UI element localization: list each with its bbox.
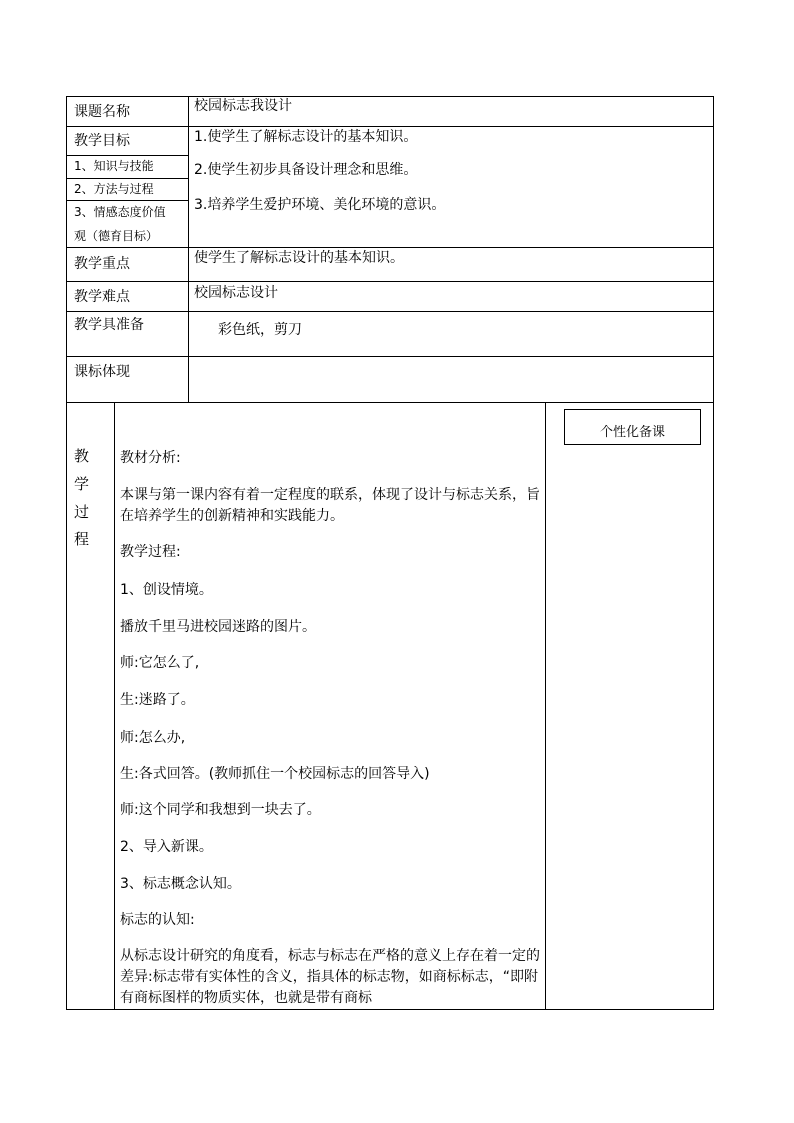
dialog-line: 师:怎么办, [120, 730, 186, 746]
table-border-bottom [66, 1009, 714, 1010]
process-line: 播放千里马进校园迷路的图片。 [120, 619, 316, 635]
process-step: 3、标志概念认知。 [120, 876, 241, 892]
preparation: 彩色纸，剪刀 [218, 322, 302, 338]
concept-text: 从标志设计研究的角度看，标志与标志在严格的意义上存在着一定的差异:标志带有实体性的含义，指具体的标志物，如商标标志，“即附有商标图样的物质实体，也就是带有商标 [120, 948, 540, 1006]
teaching-process-title: 教学过程: [120, 544, 181, 560]
process-step: 1、创设情境。 [120, 582, 213, 598]
process-label-char: 教 [74, 447, 90, 465]
course-title-label: 课题名称 [74, 104, 130, 120]
label-column-divider [188, 96, 189, 403]
material-analysis-title: 教材分析: [120, 450, 181, 466]
row-divider [66, 311, 714, 312]
sub-row-divider [66, 155, 188, 156]
row-divider [66, 356, 714, 357]
objective-sub-method: 2、方法与过程 [74, 182, 154, 196]
process-notes-divider [545, 402, 546, 1010]
preparation-label: 教学具准备 [74, 317, 144, 333]
personal-prep-box [564, 409, 701, 445]
objective-sub-emotion-line1: 3、情感态度价值 [74, 205, 166, 219]
sub-row-divider [66, 178, 188, 179]
table-border-top [66, 96, 714, 97]
course-title: 校园标志我设计 [194, 98, 292, 114]
material-analysis-text: 本课与第一课内容有着一定程度的联系，体现了设计与标志关系，旨在培养学生的创新精神和实践能力。 [120, 487, 540, 524]
standard-label: 课标体现 [74, 364, 130, 380]
dialog-line: 师:这个同学和我想到一块去了。 [120, 802, 321, 818]
row-divider [66, 402, 714, 403]
process-label-char: 程 [74, 530, 90, 548]
row-divider [66, 281, 714, 282]
difficulty: 校园标志设计 [194, 285, 278, 301]
personal-prep-label: 个性化备课 [599, 425, 665, 440]
row-divider [66, 247, 714, 248]
objective-item: 3.培养学生爱护环境、美化环境的意识。 [194, 197, 446, 213]
table-border-right [713, 96, 714, 1010]
dialog-line: 师:它怎么了, [120, 655, 200, 671]
objective-item: 1.使学生了解标志设计的基本知识。 [194, 129, 418, 145]
table-border-left [66, 96, 67, 1010]
dialog-line: 生:迷路了。 [120, 692, 195, 708]
concept-title: 标志的认知: [120, 912, 195, 928]
row-divider [66, 126, 714, 127]
dialog-line: 生:各式回答。(教师抓住一个校园标志的回答导入) [120, 766, 430, 782]
process-step: 2、导入新课。 [120, 839, 213, 855]
objective-item: 2.使学生初步具备设计理念和思维。 [194, 162, 418, 178]
process-label-char: 学 [74, 475, 90, 493]
key-point-label: 教学重点 [74, 256, 130, 272]
objectives-label: 教学目标 [74, 133, 130, 149]
difficulty-label: 教学难点 [74, 289, 130, 305]
sub-row-divider [66, 200, 188, 201]
key-point: 使学生了解标志设计的基本知识。 [194, 250, 404, 266]
process-label-char: 过 [74, 503, 90, 521]
objective-sub-knowledge: 1、知识与技能 [74, 159, 154, 173]
objective-sub-emotion-line2: 观（德育目标） [74, 229, 159, 243]
process-label-divider [114, 402, 115, 1010]
